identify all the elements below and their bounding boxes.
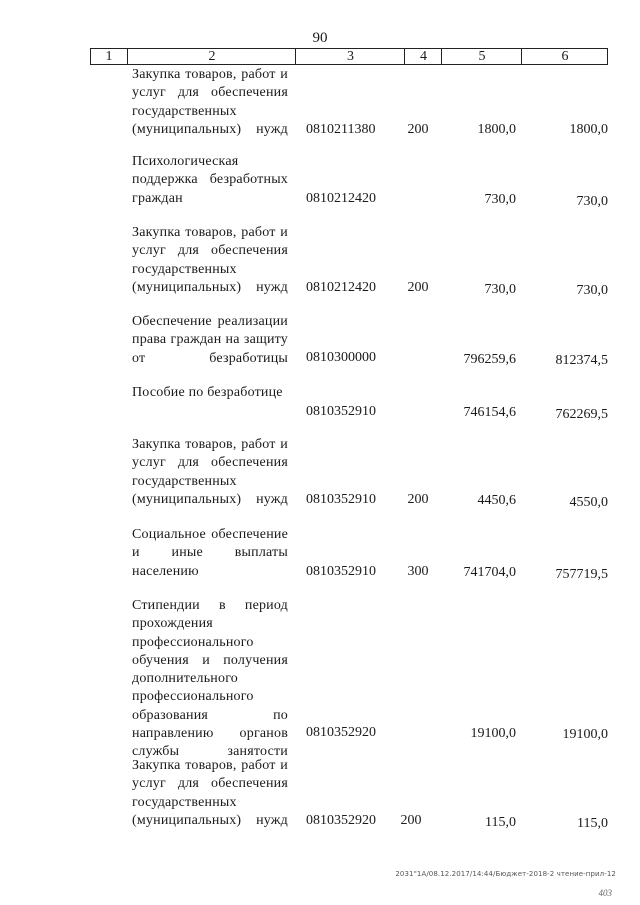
row-value-2018: 19100,0	[470, 726, 516, 741]
row-expense-type: 300	[407, 564, 429, 579]
row-code: 0810352910	[306, 492, 376, 507]
row-code: 0810211380	[306, 122, 376, 137]
row-value-2018: 730,0	[484, 192, 516, 207]
row-code: 0810352920	[306, 813, 376, 828]
row-value-2019: 730,0	[576, 283, 608, 298]
corner-page-mark: 403	[598, 888, 612, 898]
header-col-3: 3	[295, 49, 405, 64]
row-code: 0810352910	[306, 404, 376, 419]
row-code: 0810352910	[306, 564, 376, 579]
row-value-2018: 4450,6	[477, 493, 516, 508]
row-value-2018: 741704,0	[463, 565, 516, 580]
header-col-6: 6	[521, 49, 608, 64]
row-expense-type: 200	[407, 492, 429, 507]
row-value-2018: 1800,0	[477, 122, 516, 137]
row-expense-type: 200	[400, 813, 422, 828]
row-value-2019: 1800,0	[569, 122, 608, 137]
row-code: 0810212420	[306, 280, 376, 295]
row-description: Обеспечение реализации права граждан на защиту от безработицы	[132, 314, 288, 366]
row-description: Закупка товаров, работ и услуг для обеспечения государственных (муниципальных) нужд	[132, 225, 288, 295]
row-expense-type: 200	[407, 280, 429, 295]
row-description: Закупка товаров, работ и услуг для обеспечения государственных (муниципальных) нужд	[132, 437, 288, 507]
row-value-2018: 115,0	[485, 815, 516, 830]
row-value-2019: 4550,0	[569, 495, 608, 510]
row-code: 0810300000	[306, 350, 376, 365]
row-value-2018: 730,0	[484, 282, 516, 297]
row-description: Закупка товаров, работ и услуг для обеспечения государственных (муниципальных) нужд	[132, 67, 288, 137]
row-description: Социальное обеспечение и иные выплаты населению	[132, 527, 288, 579]
header-col-2: 2	[127, 49, 296, 64]
row-value-2019: 115,0	[577, 816, 608, 831]
header-col-5: 5	[441, 49, 522, 64]
row-description: Закупка товаров, работ и услуг для обеспечения государственных (муниципальных) нужд	[132, 758, 288, 828]
row-expense-type: 200	[407, 122, 429, 137]
row-description: Психологическая поддержка безработных граждан	[132, 154, 288, 206]
row-value-2019: 730,0	[576, 194, 608, 209]
header-col-4: 4	[404, 49, 442, 64]
row-value-2018: 746154,6	[463, 405, 516, 420]
header-col-1: 1	[105, 49, 113, 64]
row-description: Стипендии в период прохождения профессионального обучения и получения дополнительного профессионального образования по направлению органов службы занятости	[132, 598, 288, 760]
row-value-2019: 762269,5	[555, 407, 608, 422]
row-value-2019: 757719,5	[555, 567, 608, 582]
table-header-row	[90, 48, 608, 65]
row-description: Пособие по безработице	[132, 385, 283, 400]
page-number: 90	[312, 30, 328, 46]
row-value-2019: 19100,0	[562, 727, 608, 742]
document-footer-note: 2031"1А/08.12.2017/14:44/Бюджет-2018-2 чтение-прил-12	[395, 870, 616, 878]
row-code: 0810212420	[306, 191, 376, 206]
row-value-2019: 812374,5	[555, 353, 608, 368]
row-value-2018: 796259,6	[463, 352, 516, 367]
row-code: 0810352920	[306, 725, 376, 740]
